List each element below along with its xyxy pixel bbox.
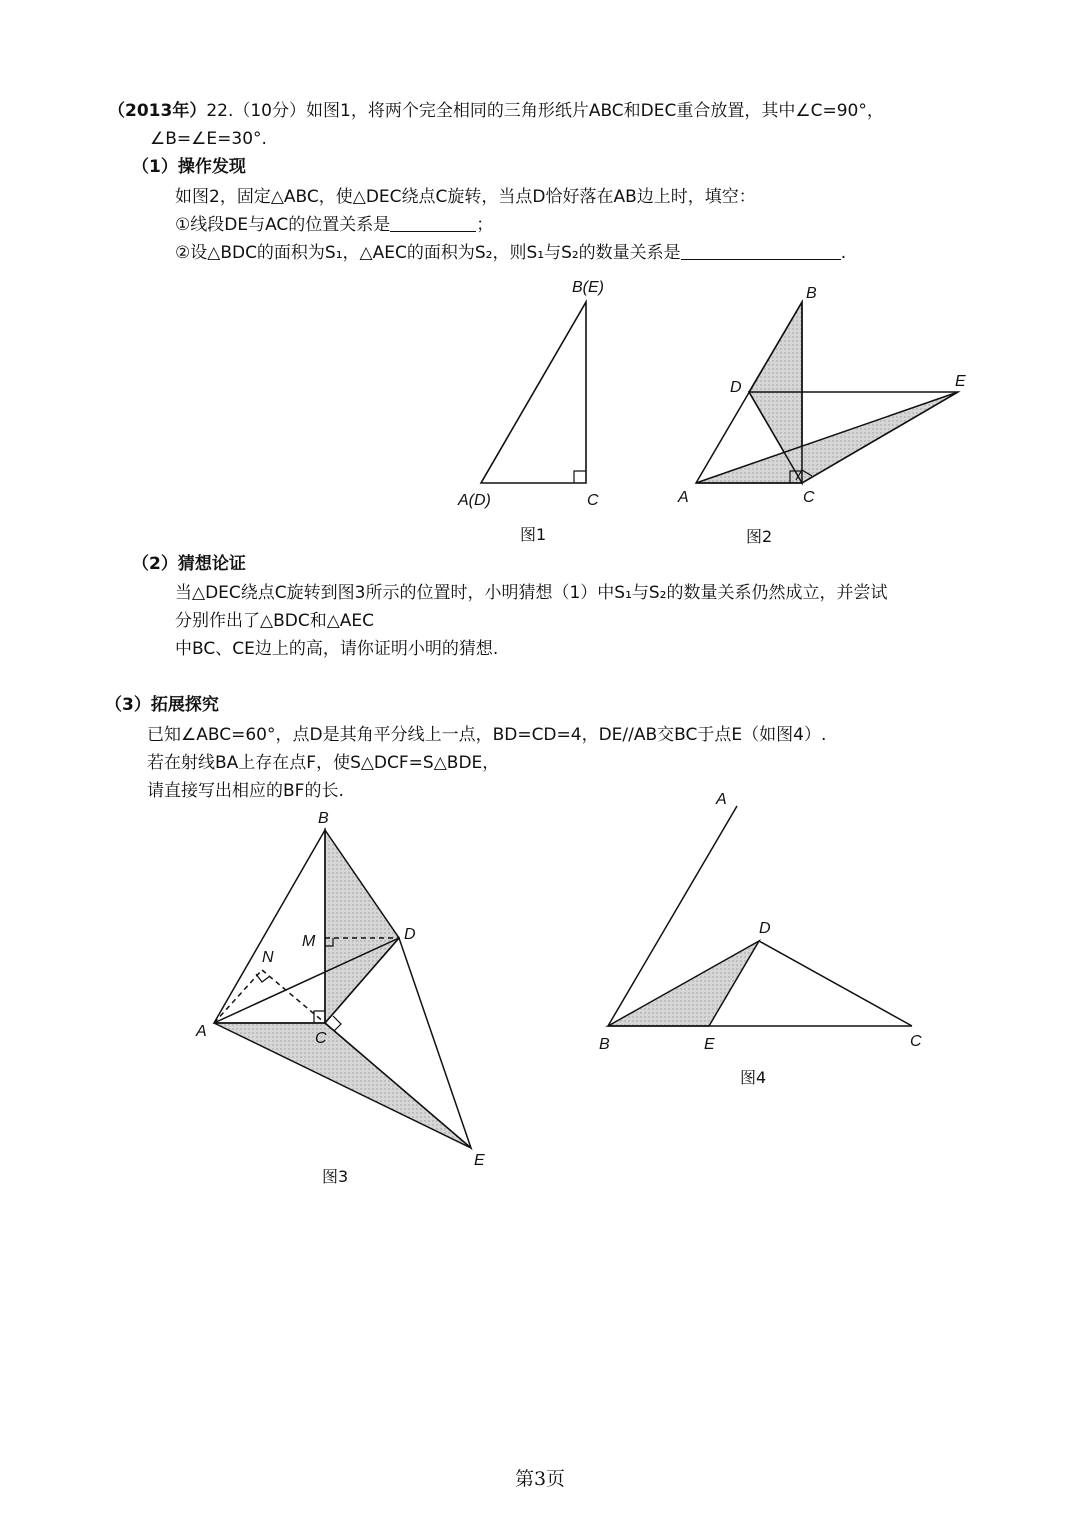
- fig3-triangle-ABC: [214, 830, 325, 1023]
- fig3-label-M: M: [302, 933, 316, 950]
- fig4-caption: 图4: [740, 1068, 767, 1087]
- fig2-caption: 图2: [746, 527, 773, 546]
- fig1-right-angle: [574, 471, 586, 483]
- part1-q1-end: ；: [476, 215, 494, 235]
- fig1-triangle: [481, 302, 586, 483]
- problem-number: 22.（10分）: [206, 101, 306, 121]
- part1-text: 如图2，固定△ABC，使△DEC绕点C旋转，当点D恰好落在AB边上时，填空：: [175, 187, 756, 207]
- part2-line3: 中BC、CE边上的高，请你证明小明的猜想.: [175, 639, 499, 659]
- page-number: 第3页: [514, 1468, 566, 1490]
- part2-line1: 当△DEC绕点C旋转到图3所示的位置时，小明猜想（1）中S₁与S₂的数量关系仍然成立，并尝试: [175, 583, 888, 603]
- part3-line1: 已知∠ABC=60°，点D是其角平分线上一点，BD=CD=4，DE//AB交BC于点E（如图4）.: [147, 725, 827, 745]
- part3-heading: （3）拓展探究: [105, 695, 219, 715]
- part1-q2-end: .: [840, 243, 847, 263]
- fig1-label-C: C: [587, 492, 599, 509]
- fig2-shaded-AEC: [696, 392, 958, 483]
- fig3-label-D: D: [404, 926, 416, 943]
- fig4-label-D: D: [759, 920, 771, 937]
- fig3-label-N: N: [262, 949, 274, 966]
- fig3-extension-CN: [214, 970, 262, 1023]
- fig2-label-A: A: [678, 489, 689, 506]
- fig2-label-C: C: [803, 489, 815, 506]
- part3-line3: 请直接写出相应的BF的长.: [147, 781, 344, 801]
- fig3-label-A: A: [196, 1023, 207, 1040]
- fig4-label-B: B: [599, 1036, 610, 1053]
- fig1-label-B: B(E): [572, 279, 604, 296]
- fig3-shaded-AEC: [214, 1023, 471, 1148]
- fig1-caption: 图1: [520, 525, 547, 544]
- part2-line2: 分别作出了△BDC和△AEC: [175, 611, 375, 631]
- fig2-label-B: B: [806, 285, 817, 302]
- part3-line2: 若在射线BA上存在点F，使S△DCF=S△BDE，: [147, 753, 500, 773]
- fig4-label-E: E: [704, 1036, 715, 1053]
- fig4-label-C: C: [910, 1033, 922, 1050]
- fig2-label-E: E: [955, 373, 966, 390]
- intro-line1: 如图1，将两个完全相同的三角形纸片ABC和DEC重合放置，其中∠C=90°，: [306, 101, 884, 121]
- fig3-label-B: B: [318, 810, 329, 827]
- fig3-label-C: C: [315, 1030, 327, 1047]
- part1-q1-text: ①线段DE与AC的位置关系是: [175, 215, 391, 235]
- year-tag: （2013年）: [108, 101, 207, 121]
- fig3-segment-AD: [214, 938, 399, 1023]
- fig4-label-A: A: [716, 791, 727, 808]
- intro-line2: ∠B=∠E=30°.: [150, 129, 267, 149]
- figure-1: [481, 302, 586, 483]
- fig3-right-angle-C2: [333, 1016, 341, 1031]
- fig3-caption: 图3: [322, 1167, 349, 1186]
- fig3-right-angle-C: [314, 1011, 325, 1023]
- fig1-label-A: A(D): [458, 492, 491, 509]
- part1-heading: （1）操作发现: [132, 157, 246, 177]
- fig2-label-D: D: [730, 379, 742, 396]
- fig4-shaded-BDE: [608, 941, 759, 1026]
- fig3-shaded-BDC: [325, 830, 399, 1023]
- fig4-segment-DC: [759, 941, 912, 1026]
- fig3-label-E: E: [474, 1152, 485, 1169]
- part2-heading: （2）猜想论证: [132, 554, 246, 574]
- figure-3: [214, 830, 471, 1148]
- part1-q2-text: ②设△BDC的面积为S₁，△AEC的面积为S₂，则S₁与S₂的数量关系是: [175, 243, 681, 263]
- figure-4: [608, 806, 912, 1026]
